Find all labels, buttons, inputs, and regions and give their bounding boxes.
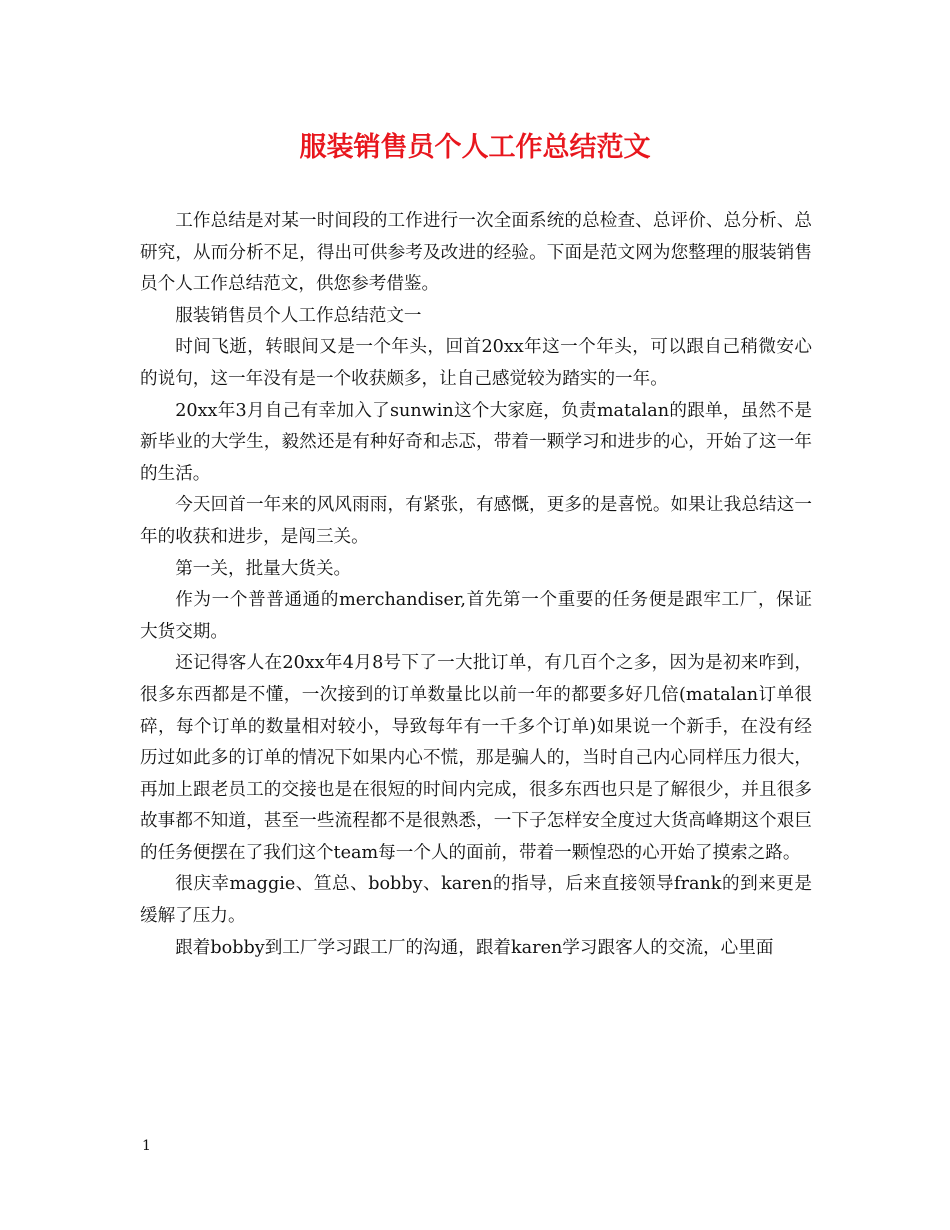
paragraph: 工作总结是对某一时间段的工作进行一次全面系统的总检查、总评价、总分析、总研究，从而分析不足，得出可供参考及改进的经验。下面是范文网为您整理的服装销售员个人工作总结范文，供您参考借鉴。 xyxy=(140,211,812,295)
paragraph: 20xx年3月自己有幸加入了sunwin这个大家庭，负责matalan的跟单，虽然不是新毕业的大学生，毅然还是有种好奇和忐忑，带着一颗学习和进步的心，开始了这一年的生活。 xyxy=(140,400,812,484)
document-body xyxy=(140,206,812,964)
paragraph: 第一关，批量大货关。 xyxy=(175,558,352,579)
paragraph: 跟着bobby到工厂学习跟工厂的沟通，跟着karen学习跟客人的交流，心里面 xyxy=(175,937,774,958)
section-heading: 服装销售员个人工作总结范文一 xyxy=(175,305,422,326)
document-title: 服装销售员个人工作总结范文 xyxy=(299,132,651,163)
paragraph: 时间飞逝，转眼间又是一个年头，回首20xx年这一个年头，可以跟自己稍微安心的说句，这一年没有是一个收获颇多，让自己感觉较为踏实的一年。 xyxy=(140,337,812,389)
paragraph: 还记得客人在20xx年4月8号下了一大批订单，有几百个之多，因为是初来咋到，很多东西都是不懂，一次接到的订单数量比以前一年的都要多好几倍(matalan订单很碎，每个订单的数量相对较小，导致每年有一千多个订单)如果说一个新手，在没有经历过如此多的订单的情况下如果内心不慌，那是骗人的，当时自己内心同样压力很大，再加上跟老员工的交接也是在很短的时间内完成，很多东西也只是了解很少，并且很多故事都不知道，甚至一些流程都不是很熟悉，一下子怎样安全度过大货高峰期这个艰巨的任务便摆在了我们这个team每一个人的面前，带着一颗惶恐的心开始了摸索之路。 xyxy=(140,653,812,863)
paragraph: 作为一个普普通通的merchandiser,首先第一个重要的任务便是跟牢工厂，保证大货交期。 xyxy=(140,590,812,642)
page-number: 1 xyxy=(142,1138,151,1154)
paragraph: 今天回首一年来的风风雨雨，有紧张，有感慨，更多的是喜悦。如果让我总结这一年的收获和进步，是闯三关。 xyxy=(140,495,812,547)
paragraph: 很庆幸maggie、笪总、bobby、karen的指导，后来直接领导frank的到来更是缓解了压力。 xyxy=(140,874,812,927)
